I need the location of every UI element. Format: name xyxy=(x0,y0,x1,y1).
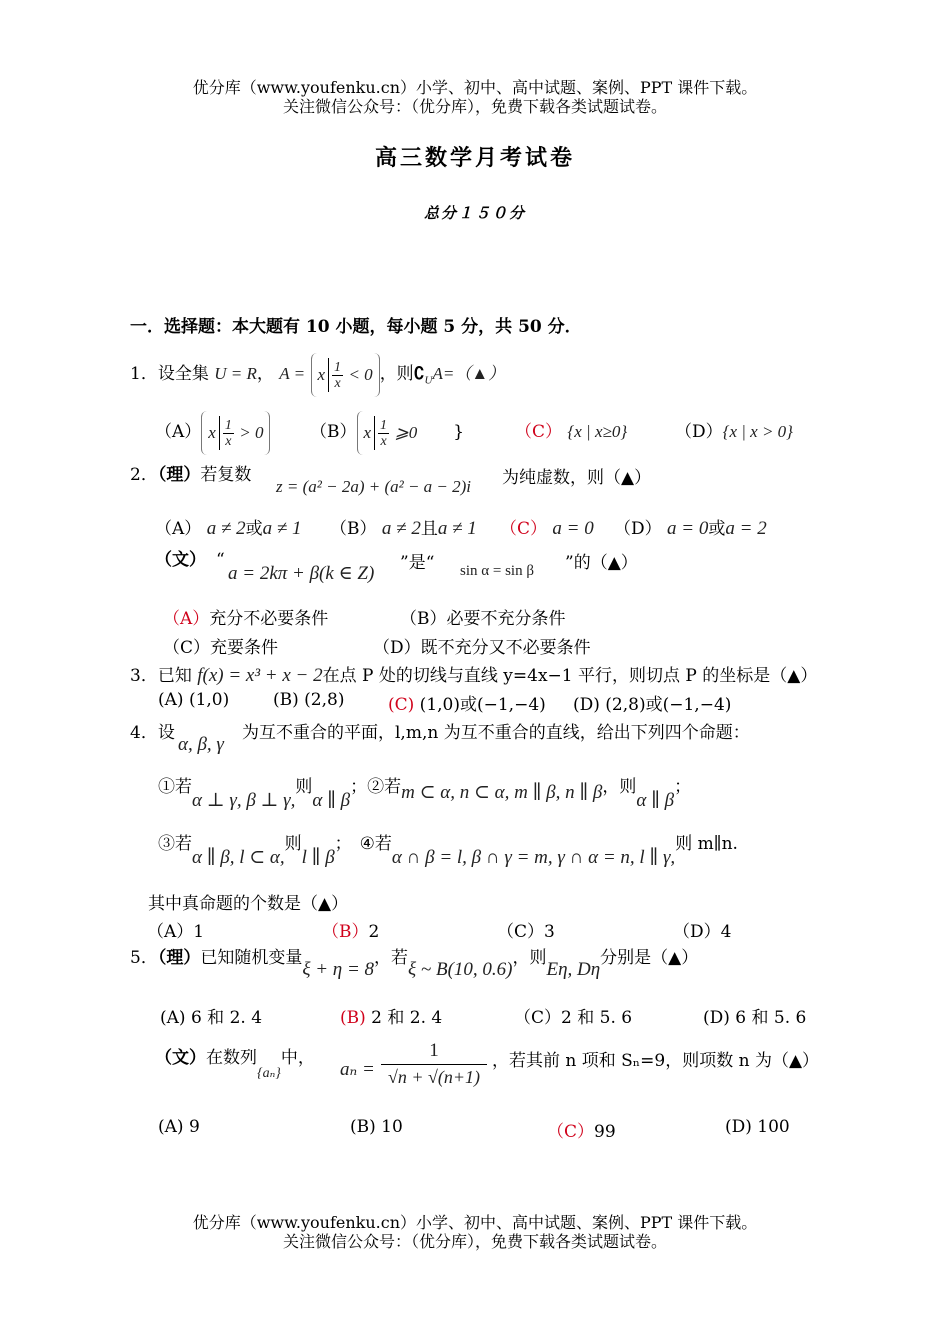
q2-wen-option-b: （B）必要不充分条件 xyxy=(400,609,566,629)
q1-set-u: U = R xyxy=(214,364,257,383)
q1-option-b-label: （B） xyxy=(310,422,357,442)
q1-set-a-x: x xyxy=(317,364,326,384)
q3-expression: f(x) = x³ + x − 2 xyxy=(197,665,323,686)
footer-line-1: 优分库（www.youfenku.cn）小学、初中、高中试题、案例、PPT 课件下载。 xyxy=(192,1213,758,1232)
q5-wen-option-d: (D) 100 xyxy=(725,1117,790,1137)
q3-option-c: (C) (1,0)或(−1,−4) xyxy=(388,695,546,715)
q4-planes: α, β, γ xyxy=(178,734,224,755)
q4-proposition-1-2: ①若α ⊥ γ, β ⊥ γ,则α ∥ β；②若m ⊂ α, n ⊂ α, m ∥ β, n ∥ β，则α ∥ β； xyxy=(158,777,692,811)
q1-text-c: A=（▲） xyxy=(432,364,506,383)
q1-option-c-label: （C） xyxy=(515,422,563,442)
q5-wen-option-c: （C）99 xyxy=(547,1122,616,1142)
q2-wen-tail: ”的（▲） xyxy=(565,553,638,573)
question-4-stem: 4．设 xyxy=(130,723,175,743)
q3-option-d: (D) (2,8)或(−1,−4) xyxy=(573,695,732,715)
q3-option-a: (A) (1,0) xyxy=(158,690,230,710)
q4-option-b: （B）2 xyxy=(322,922,380,942)
q5-li-tag: （理） xyxy=(157,948,201,968)
q2-stem-tail: 为纯虚数，则（▲） xyxy=(502,468,652,488)
complement-sub: U xyxy=(424,374,433,387)
q2-wen-mid: ”是“ xyxy=(400,553,435,573)
question-3-stem: 3．已知 f(x) = x³ + x − 2在点 P 处的切线与直线 y=4x−1 平行，则切点 P 的坐标是（▲） xyxy=(130,665,818,686)
q1-option-c: （C） {x | x≥0} xyxy=(515,422,628,442)
q1-option-d-label: （D） xyxy=(675,422,723,442)
footer-line-2: 关注微信公众号：（优分库），免费下载各类试题试卷。 xyxy=(282,1232,667,1251)
page-subtitle: 总分１５０分 xyxy=(423,204,526,222)
q2-option-b: （B） a ≠ 2且a ≠ 1 xyxy=(330,518,477,539)
q4-option-c: （C）3 xyxy=(497,922,555,942)
q5-wen-option-b: (B) 10 xyxy=(350,1117,403,1137)
question-1-stem: 1．设全集 U = R， A = x $\frac{1}{x}$ < 0 ，则$∁_UA=(▲)$ xyxy=(130,352,505,396)
q4-option-a: （A）1 xyxy=(147,922,205,942)
q5-wen-stem: （文）在数列$_{\{a_n\}}$中， xyxy=(155,1048,315,1081)
q2-wen-option-d: （D）既不充分又不必要条件 xyxy=(373,638,591,658)
q5-option-c: （C）2 和 5. 6 xyxy=(514,1008,633,1028)
q2-option-d: （D） a = 0或a = 2 xyxy=(614,518,767,539)
q2-wen-tag: （文） xyxy=(155,550,206,570)
q2-option-a: （A） a ≠ 2或a ≠ 1 xyxy=(155,518,302,539)
q1-option-a xyxy=(155,410,270,454)
q5-wen-tag: （文） xyxy=(155,1048,206,1068)
q1-option-a-set: x $\frac{1}{x}$ > 0 xyxy=(201,411,270,455)
q5-option-b: (B) 2 和 2. 4 xyxy=(340,1008,443,1028)
q2-wen-expr1: a = 2kπ + β(k ∈ Z) xyxy=(228,563,375,584)
q4-ask: 其中真命题的个数是（▲） xyxy=(148,894,349,914)
header-line-1: 优分库（www.youfenku.cn）小学、初中、高中试题、案例、PPT 课件下载。 xyxy=(192,78,758,97)
q2-expression: z = (a² − 2a) + (a² − a − 2)i xyxy=(276,477,472,496)
q2-wen-expr2: sin α = sin β xyxy=(460,563,534,579)
header-line-2: 关注微信公众号：（优分库），免费下载各类试题试卷。 xyxy=(282,97,667,116)
q4-option-d: （D）4 xyxy=(673,922,732,942)
q5-option-a: (A) 6 和 2. 4 xyxy=(160,1008,263,1028)
q5-wen-tail: ，若其前 n 项和 Sₙ=9，则项数 n 为（▲） xyxy=(492,1051,820,1071)
q1-number: 1． xyxy=(130,364,158,384)
q1-text-a: 设全集 xyxy=(157,364,209,384)
q2-li-tag: （理） xyxy=(157,465,201,485)
complement-symbol: ∁ xyxy=(413,364,425,384)
q2-wen-option-a: （A）充分不必要条件 xyxy=(163,609,329,629)
q1-set-a-braces xyxy=(311,353,380,397)
q1-option-b-set: x $\frac{1}{x}$ ⩾0 xyxy=(357,411,424,455)
question-2-stem: 2．（理）若复数 xyxy=(130,465,252,485)
page-title: 高三数学月考试卷 xyxy=(374,145,575,171)
q5-wen-option-a: (A) 9 xyxy=(158,1117,200,1137)
q2-option-c: （C） a = 0 xyxy=(500,518,594,539)
q5-wen-fraction: 1 √n + √(n+1) xyxy=(381,1040,487,1088)
q1-option-a-label: （A） xyxy=(155,422,202,442)
section-heading: 一．选择题：本大题有 10 小题，每小题 5 分，共 50 分． xyxy=(130,317,582,337)
q4-stem-tail: 为互不重合的平面，l,m,n 为互不重合的直线，给出下列四个命题： xyxy=(242,723,750,743)
q1-option-b: （B） x $\frac{1}{x}$ ⩾0 } xyxy=(310,410,464,454)
q2-wen-option-c: （C）充要条件 xyxy=(163,638,279,658)
q4-proposition-3-4: ③若α ∥ β, l ⊂ α,则l ∥ β； ④若α ∩ β = l, β ∩ γ = m, γ ∩ α = n, l ∥ γ,则 m∥n. xyxy=(158,834,738,868)
q1-text-b: ，则 xyxy=(379,364,414,384)
q5-wen-an: aₙ = xyxy=(340,1059,375,1080)
q2-number: 2． xyxy=(130,465,158,485)
q1-set-a-cond: < 0 xyxy=(348,364,373,384)
question-5-stem: 5．（理）已知随机变量ξ + η = 8，若ξ ~ B(10, 0.6)，则Eη, Dη分别是（▲） xyxy=(130,948,699,980)
q3-option-b: (B) (2,8) xyxy=(273,690,345,710)
q5-option-d: (D) 6 和 5. 6 xyxy=(703,1008,807,1028)
q1-set-a-lhs: A = xyxy=(279,364,306,383)
q1-option-d: （D）{x | x > 0} xyxy=(675,422,793,442)
q1-fraction: $\frac{1}{x}$ xyxy=(334,359,342,391)
q2-wen-stem: （文） “ xyxy=(155,550,225,570)
